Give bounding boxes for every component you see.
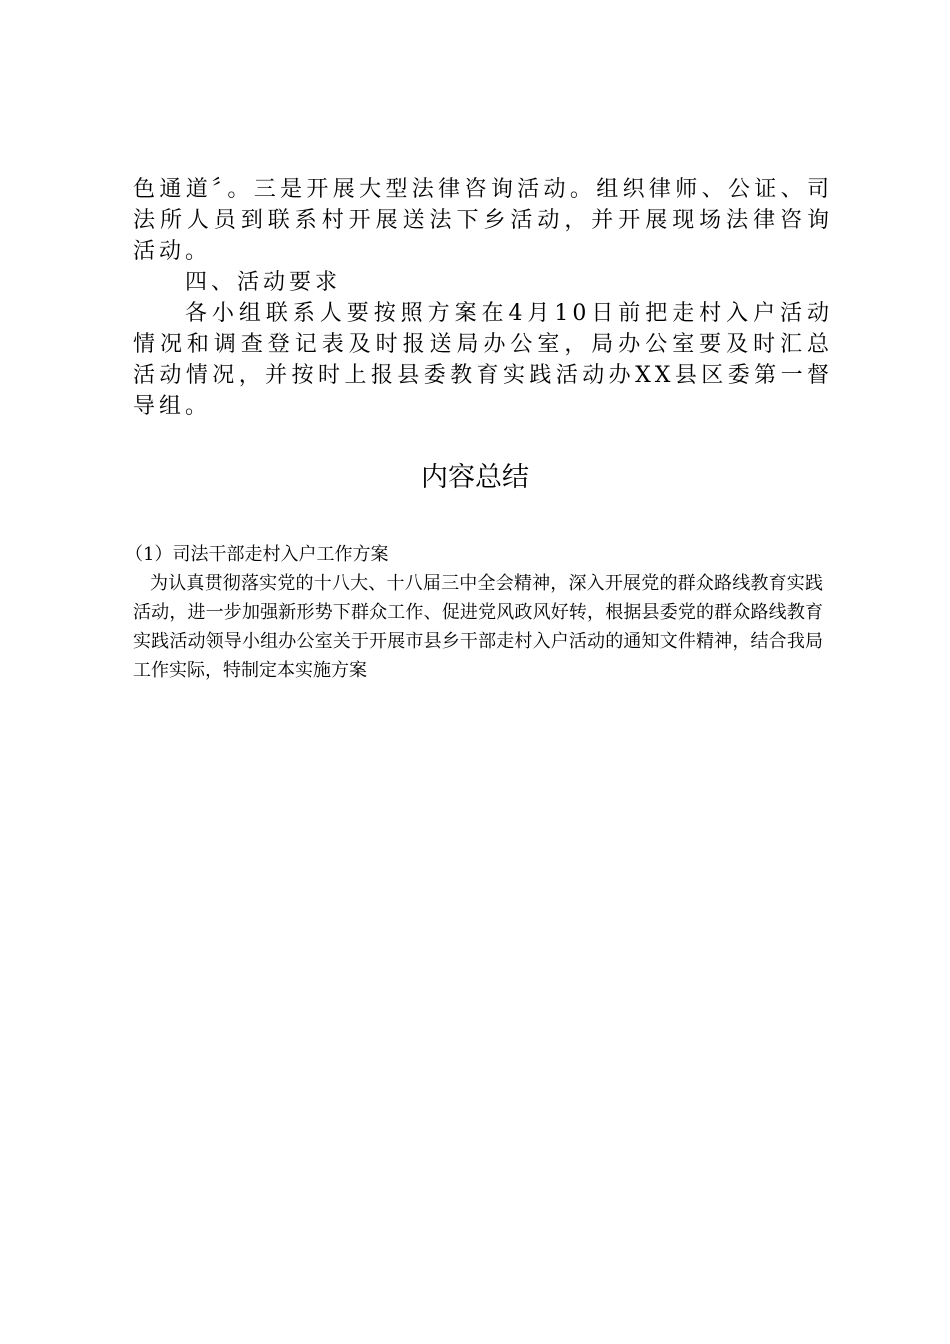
- requirements-paragraph: 各小组联系人要按照方案在4月10日前把走村入户活动情况和调查登记表及时报送局办公室，局办公室要及时汇总活动情况，并按时上报县委教育实践活动办XX县区委第一督导组。: [133, 301, 833, 419]
- summary-heading: 内容总结: [421, 462, 529, 493]
- summary-item-text: 为认真贯彻落实党的十八大、十八届三中全会精神，深入开展党的群众路线教育实践活动，进一步加强新形势下群众工作、促进党风政风好转，根据县委党的群众路线教育实践活动领导小组办公室关于开展市县乡干部走村入户活动的通知文件精神，结合我局工作实际，特制定本实施方案: [133, 573, 823, 681]
- paragraph-tail: 色通道〞。三是开展大型法律咨询活动。组织律师、公证、司法所人员到联系村开展送法下乡活动，并开展现场法律咨询活动。: [133, 177, 833, 264]
- continuation-section: [133, 174, 833, 422]
- section-heading: 四、活动要求: [185, 270, 342, 295]
- summary-item-title: （1）司法干部走村入户工作方案: [125, 544, 389, 565]
- summary-section: [125, 540, 823, 685]
